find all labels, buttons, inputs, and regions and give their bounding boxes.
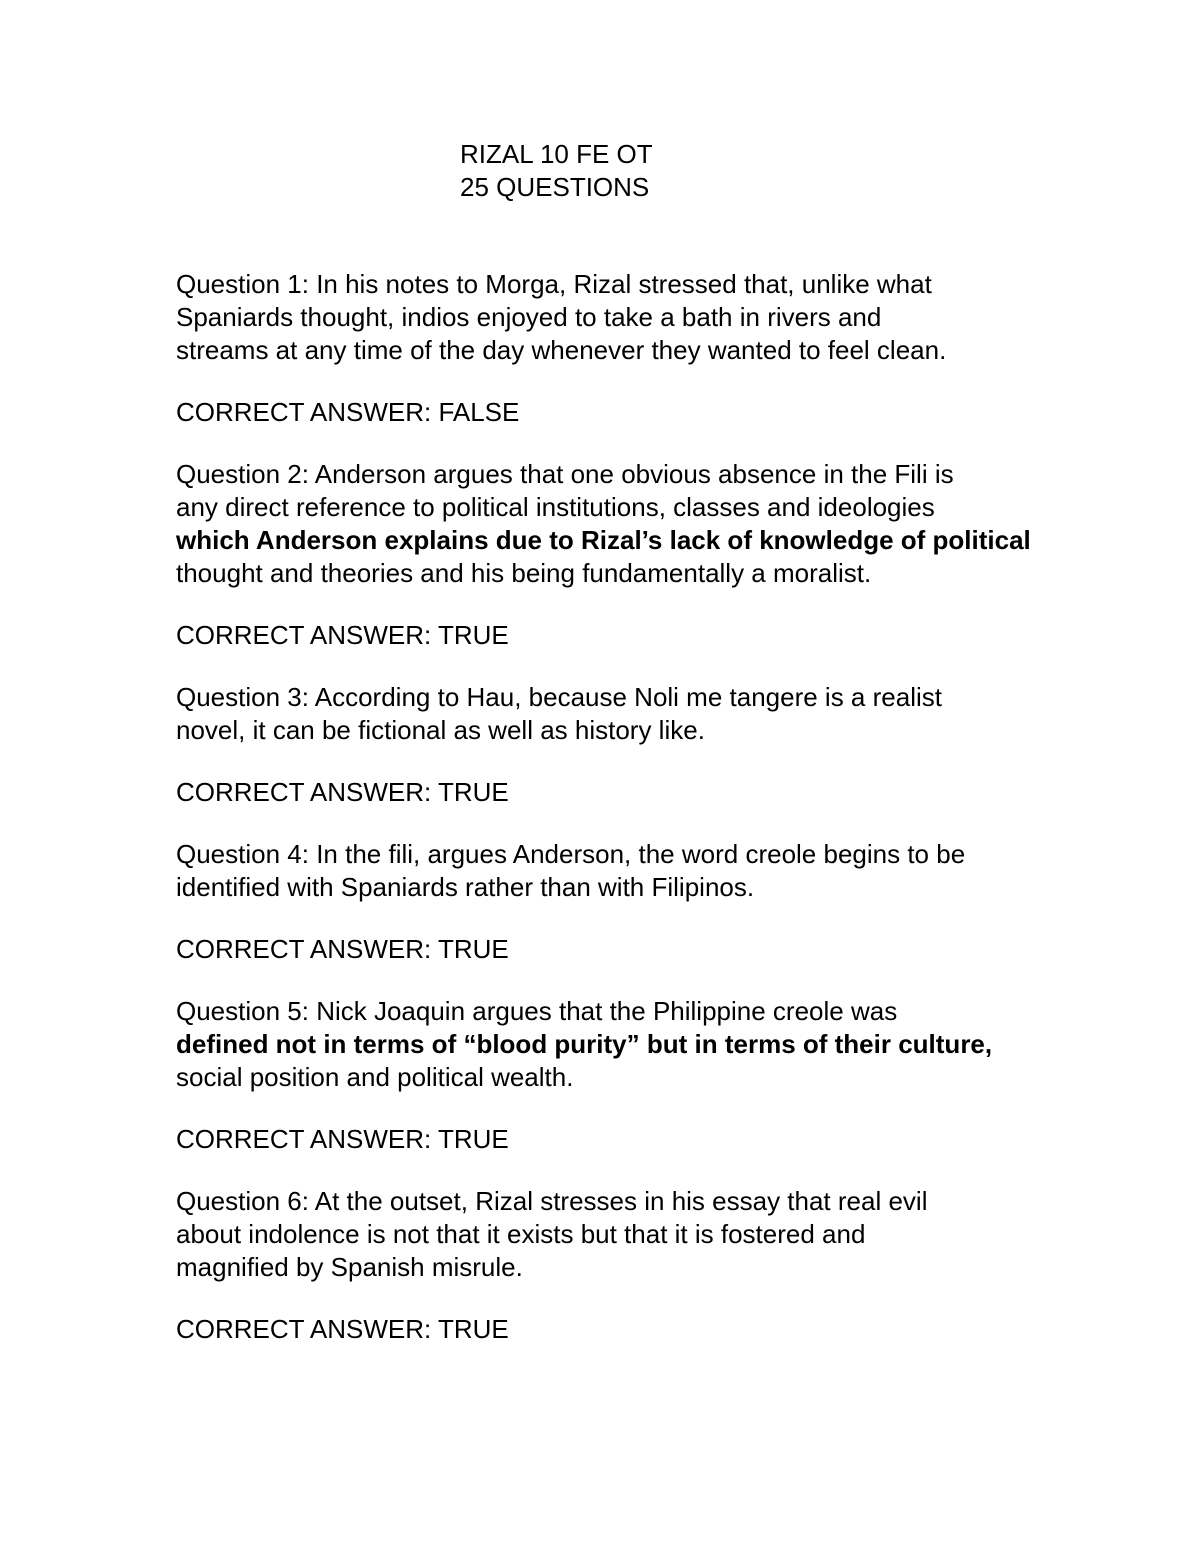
question-1-line-1: Question 1: In his notes to Morga, Rizal stressed that, unlike what — [176, 269, 932, 299]
question-5-line-2: defined not in terms of “blood purity” but in terms of their culture, — [176, 1029, 993, 1059]
question-5-line-3: social position and political wealth. — [176, 1062, 574, 1092]
question-1-line-3: streams at any time of the day whenever they wanted to feel clean. — [176, 335, 947, 365]
question-item-3 — [176, 681, 1026, 809]
question-5-answer: CORRECT ANSWER: TRUE — [176, 1124, 509, 1154]
question-item-5 — [176, 995, 1026, 1156]
question-list — [176, 268, 1031, 1375]
question-3-answer: CORRECT ANSWER: TRUE — [176, 777, 509, 807]
question-item-4 — [176, 838, 1026, 966]
question-6-line-1: Question 6: At the outset, Rizal stresses in his essay that real evil — [176, 1186, 928, 1216]
question-3-line-2: novel, it can be fictional as well as history like. — [176, 715, 705, 745]
question-2-line-1: Question 2: Anderson argues that one obvious absence in the Fili is — [176, 459, 954, 489]
question-6-line-3: magnified by Spanish misrule. — [176, 1252, 523, 1282]
question-6-answer: CORRECT ANSWER: TRUE — [176, 1314, 509, 1344]
question-2-line-3: which Anderson explains due to Rizal’s lack of knowledge of political — [176, 525, 1031, 555]
document-header — [460, 138, 653, 204]
question-2-answer: CORRECT ANSWER: TRUE — [176, 620, 509, 650]
question-4-answer: CORRECT ANSWER: TRUE — [176, 934, 509, 964]
document-title: RIZAL 10 FE OT — [460, 139, 653, 169]
question-2-line-4: thought and theories and his being fundamentally a moralist. — [176, 558, 872, 588]
question-4-line-1: Question 4: In the fili, argues Anderson, the word creole begins to be — [176, 839, 966, 869]
question-4-line-2: identified with Spaniards rather than with Filipinos. — [176, 872, 755, 902]
question-item-2 — [176, 458, 1031, 652]
question-1-answer: CORRECT ANSWER: FALSE — [176, 397, 520, 427]
question-6-line-2: about indolence is not that it exists but that it is fostered and — [176, 1219, 866, 1249]
question-1-line-2: Spaniards thought, indios enjoyed to take a bath in rivers and — [176, 302, 882, 332]
question-2-line-2: any direct reference to political institutions, classes and ideologies — [176, 492, 935, 522]
question-item-1 — [176, 268, 1026, 429]
document-subtitle: 25 QUESTIONS — [460, 172, 650, 202]
question-5-line-1: Question 5: Nick Joaquin argues that the Philippine creole was — [176, 996, 898, 1026]
question-item-6 — [176, 1185, 1026, 1346]
question-3-line-1: Question 3: According to Hau, because Noli me tangere is a realist — [176, 682, 942, 712]
